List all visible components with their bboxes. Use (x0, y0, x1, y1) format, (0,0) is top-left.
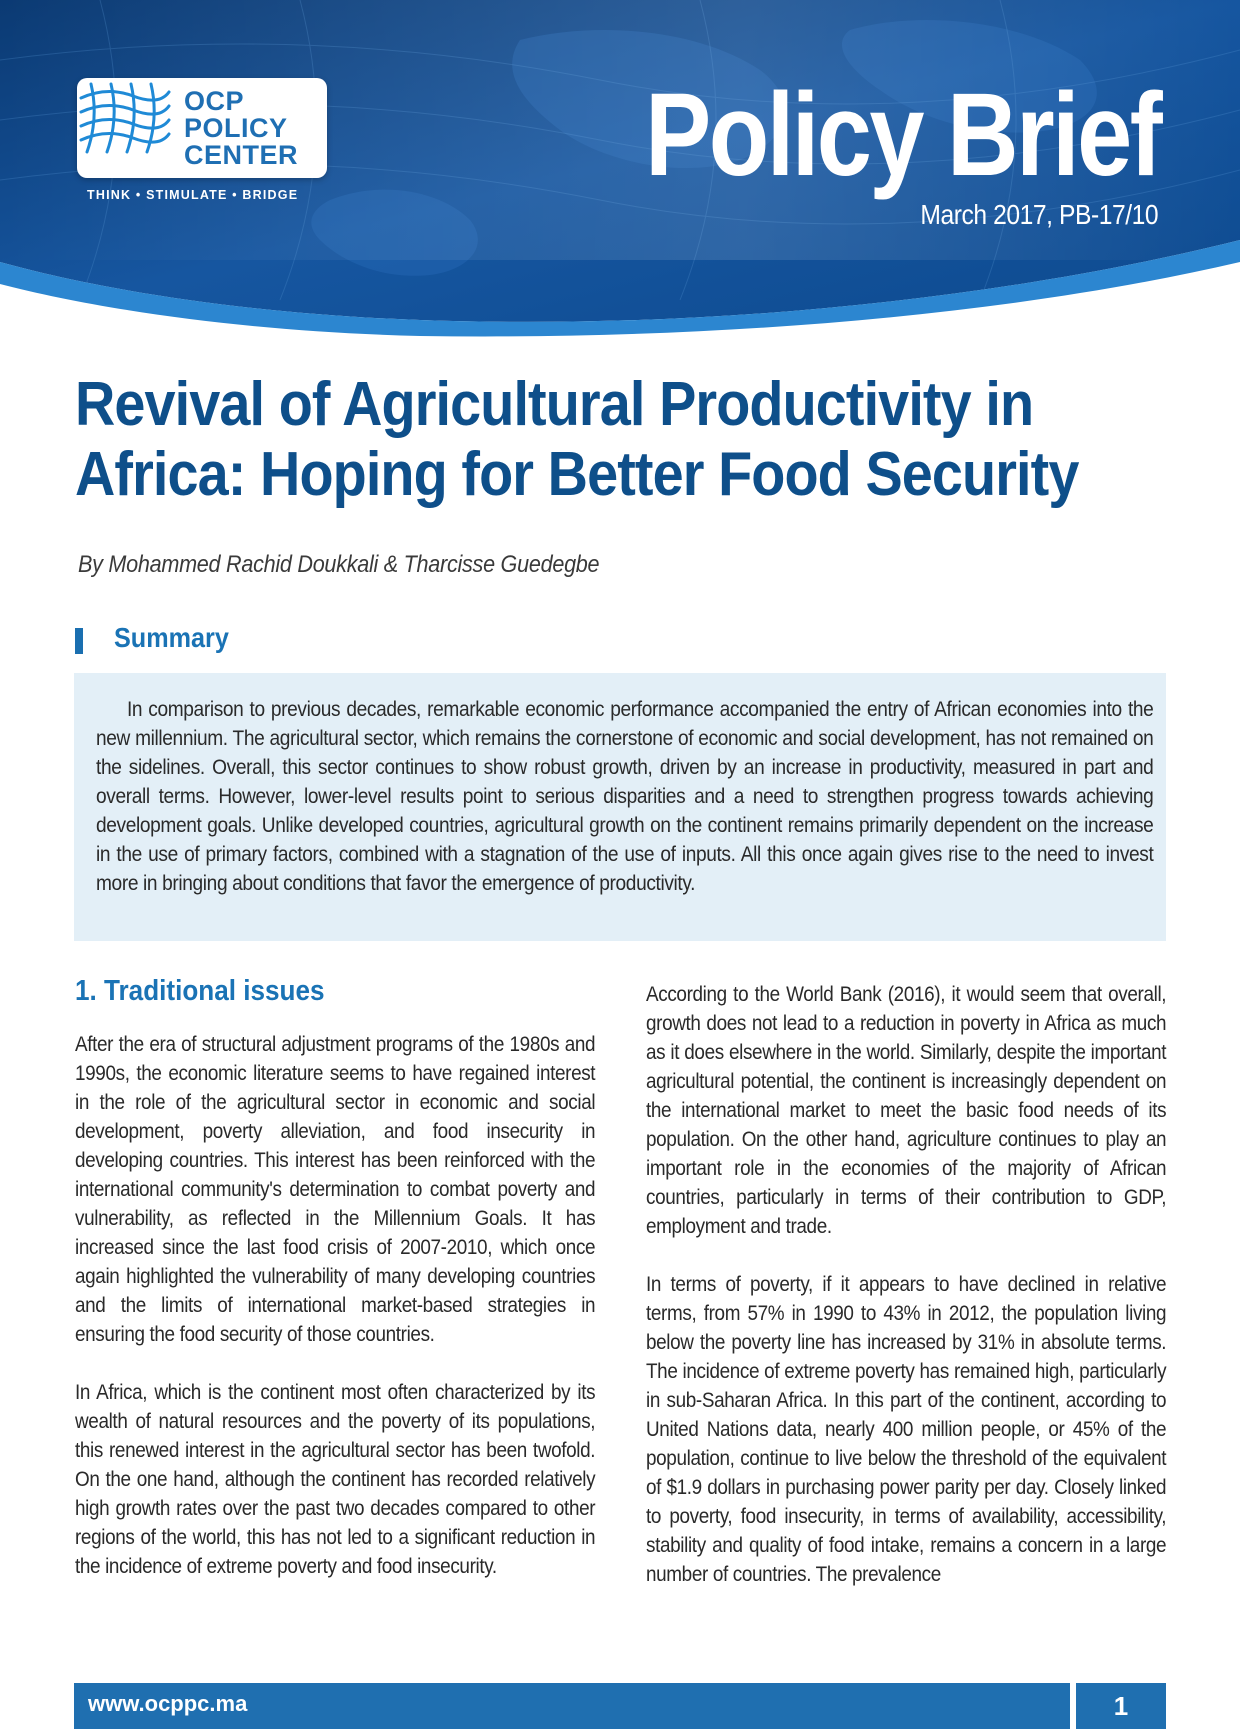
logo-line-1: OCP (184, 86, 245, 116)
footer-bar (74, 1683, 1070, 1729)
document-title (75, 370, 1079, 510)
section-heading: 1. Traditional issues (75, 975, 325, 1007)
logo-tagline: THINK • STIMULATE • BRIDGE (87, 188, 299, 202)
body-paragraph: In Africa, which is the continent most often characterized by its wealth of natural resources and the poverty of its populations, this renewed interest in the agricultural sector has been twofold. On the one hand, although the continent has recorded relatively high growth rates over the past two decades compared to other regions of the world, this has not led to a significant reduction in the incidence of extreme poverty and food insecurity. (75, 1381, 596, 1578)
page-number: 1 (1076, 1683, 1166, 1729)
summary-marker (75, 628, 83, 654)
authors: By Mohammed Rachid Doukkali & Tharcisse Guedegbe (78, 551, 600, 578)
summary-text: In comparison to previous decades, remarkable economic performance accompanied the entry of African economies into the new millennium. The agricultural sector, which remains the cornerstone of economic and social development, has not remained on the sidelines. Overall, this sector continues to show robust growth, driven by an increase in productivity, measured in part and overall terms. However, lower-level results point to serious disparities and a need to strengthen progress towards achieving development goals. Unlike developed countries, agricultural growth on the continent remains primarily dependent on the increase in the use of primary factors, combined with a stagnation of the use of inputs. All this once again gives rise to the need to invest more in bringing about conditions that favor the emergence of productivity. (96, 698, 1154, 895)
left-column (75, 975, 595, 1610)
summary-box (74, 673, 1166, 941)
logo-line-3: CENTER (184, 140, 299, 170)
body-paragraph: After the era of structural adjustment programs of the 1980s and 1990s, the economic literature seems to have regained interest in the role of the agricultural sector in economic and social development, poverty alleviation, and food insecurity in developing countries. This interest has been reinforced with the international community's determination to combat poverty and vulnerability, as reflected in the Millennium Goals. It has increased since the last food crisis of 2007-2010, which once again highlighted the vulnerability of many developing countries and the limits of international market-based strategies in ensuring the food security of those countries. (75, 1033, 596, 1346)
body-paragraph: According to the World Bank (2016), it would seem that overall, growth does not lead to a reduction in poverty in Africa as much as it does elsewhere in the world. Similarly, despite the important agricultural potential, the continent is increasingly dependent on the international market to meet the basic food needs of its population. On the other hand, agriculture continues to play an important role in the economies of the majority of African countries, particularly in terms of their contribution to GDP, employment and trade. (646, 983, 1167, 1238)
logo-line-2: POLICY (184, 113, 288, 143)
logo[interactable] (77, 78, 327, 178)
footer-url-link[interactable]: www.ocppc.ma (88, 1691, 248, 1716)
footer (74, 1683, 1166, 1729)
title-line-2: Africa: Hoping for Better Food Security (75, 440, 1079, 509)
brief-title: Policy Brief (644, 69, 1160, 201)
logo-wordmark (184, 88, 324, 169)
right-column (646, 980, 1166, 1618)
body-paragraph: In terms of poverty, if it appears to have declined in relative terms, from 57% in 1990 to 43% in 2012, the population living below the poverty line has increased by 31% in absolute terms. The incidence of extreme poverty has remained high, particularly in sub-Saharan Africa. In this part of the continent, according to United Nations data, nearly 400 million people, or 45% of the population, continue to live below the threshold of the equivalent of $1.9 dollars in purchasing power parity per day. Closely linked to poverty, food insecurity, in terms of availability, accessibility, stability and quality of food intake, remains a concern in a large number of countries. The prevalence (646, 1273, 1167, 1586)
brief-date: March 2017, PB-17/10 (920, 199, 1158, 230)
title-line-1: Revival of Agricultural Productivity in (75, 370, 1034, 439)
summary-heading: Summary (114, 622, 229, 653)
logo-net-icon (77, 78, 173, 158)
header-banner (0, 0, 1240, 340)
